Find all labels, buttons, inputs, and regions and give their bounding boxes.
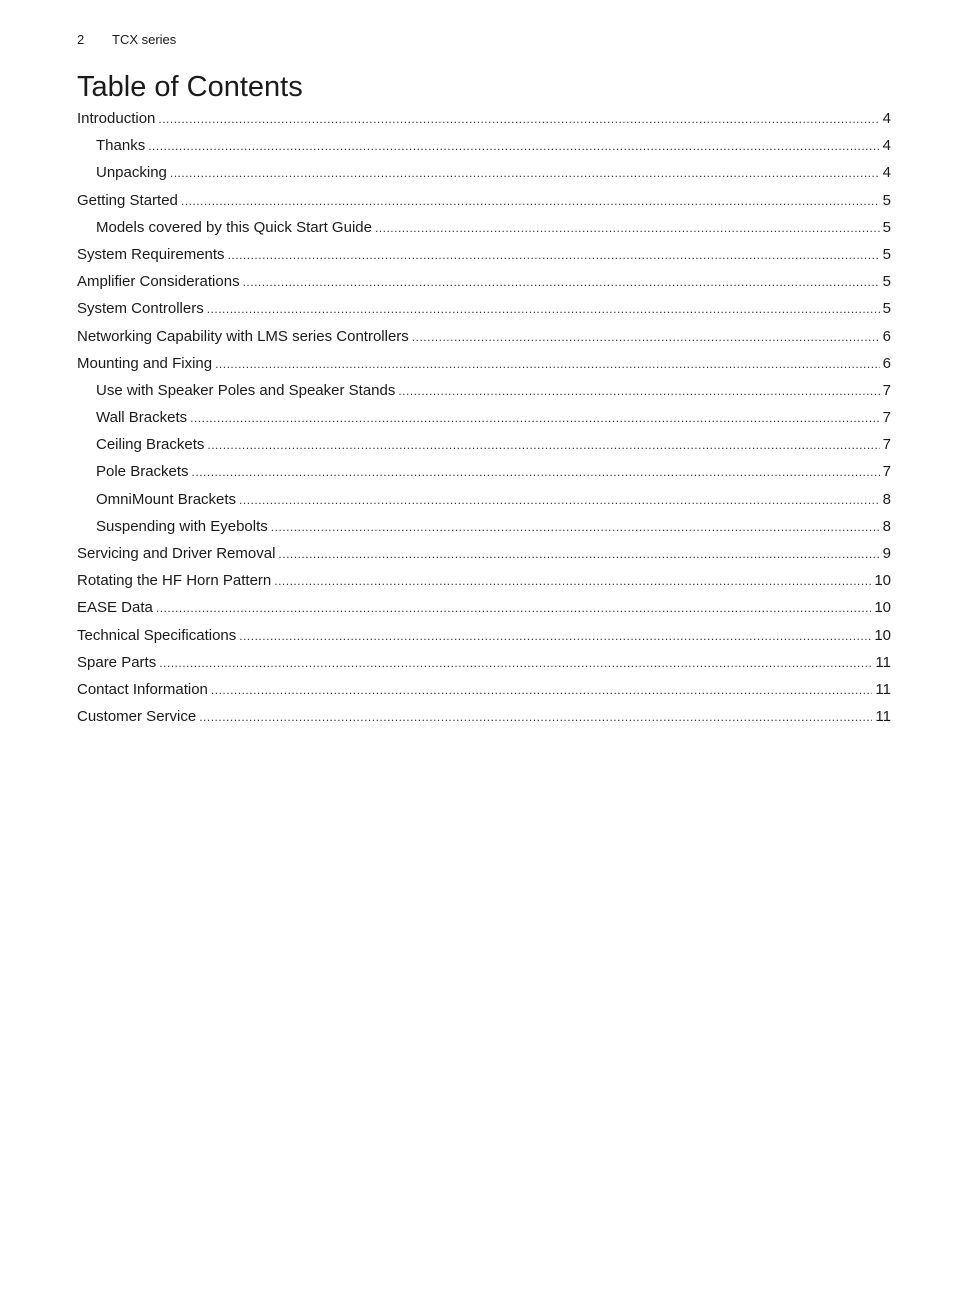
toc-entry-page: 5 (882, 273, 891, 291)
toc-entry[interactable] (77, 679, 891, 706)
toc-dot-leader (228, 244, 880, 266)
toc-entry[interactable] (77, 625, 891, 652)
toc-dot-leader (199, 706, 872, 728)
toc-entry-label: Thanks (96, 137, 146, 155)
toc-dot-leader (375, 217, 880, 239)
toc-entry[interactable] (77, 434, 891, 461)
toc-entry[interactable] (77, 217, 891, 244)
toc-list (77, 108, 891, 733)
toc-entry[interactable] (77, 706, 891, 733)
toc-entry[interactable] (77, 543, 891, 570)
toc-entry-page: 7 (882, 381, 891, 399)
toc-dot-leader (156, 597, 871, 619)
toc-entry-page: 6 (882, 354, 891, 372)
toc-entry-label: Use with Speaker Poles and Speaker Stands (96, 381, 396, 399)
toc-dot-leader (158, 108, 879, 130)
toc-entry-page: 7 (882, 409, 891, 427)
toc-entry[interactable] (77, 461, 891, 488)
toc-entry-page: 7 (882, 463, 891, 481)
toc-entry[interactable] (77, 135, 891, 162)
toc-entry-page: 10 (874, 599, 891, 617)
toc-dot-leader (398, 380, 879, 402)
toc-entry[interactable] (77, 489, 891, 516)
toc-entry-label: Servicing and Driver Removal (77, 545, 276, 562)
toc-entry-label: Pole Brackets (96, 463, 189, 481)
toc-dot-leader (271, 516, 880, 538)
toc-entry-page: 5 (882, 218, 891, 236)
toc-entry[interactable] (77, 326, 891, 353)
toc-entry[interactable] (77, 353, 891, 380)
toc-entry-page: 5 (882, 245, 891, 263)
toc-dot-leader (239, 489, 880, 511)
toc-entry[interactable] (77, 271, 891, 298)
header-product-name: TCX series (112, 32, 177, 47)
toc-entry[interactable] (77, 380, 891, 407)
toc-entry[interactable] (77, 244, 891, 271)
toc-dot-leader (412, 326, 880, 348)
toc-dot-leader (159, 652, 872, 674)
toc-dot-leader (278, 543, 879, 565)
toc-dot-leader (170, 162, 880, 184)
toc-entry[interactable] (77, 516, 891, 543)
toc-entry-label: Wall Brackets (96, 409, 188, 427)
toc-entry[interactable] (77, 407, 891, 434)
toc-entry-page: 11 (875, 653, 891, 671)
toc-entry-label: OmniMount Brackets (96, 490, 237, 508)
toc-dot-leader (181, 190, 880, 212)
toc-entry-label: System Controllers (77, 300, 204, 318)
toc-entry-page: 11 (875, 708, 891, 726)
toc-entry-label: Technical Specifications (77, 626, 237, 644)
header-page-number: 2 (77, 32, 85, 47)
toc-entry-label: Networking Capability with LMS series Controllers (77, 327, 409, 345)
toc-entry-label: Spare Parts (77, 653, 157, 671)
toc-entry-label: System Requirements (77, 245, 225, 263)
toc-entry-page: 6 (882, 327, 891, 345)
toc-entry-label: Contact Information (77, 680, 208, 698)
toc-entry[interactable] (77, 570, 891, 597)
toc-entry-page: 10 (874, 626, 891, 644)
toc-entry-page: 4 (882, 110, 891, 127)
toc-entry-page: 4 (882, 164, 891, 182)
toc-dot-leader (207, 298, 880, 320)
toc-dot-leader (274, 570, 871, 592)
toc-entry-label: Amplifier Considerations (77, 273, 240, 291)
toc-entry-page: 10 (874, 572, 891, 590)
toc-entry[interactable] (77, 652, 891, 679)
page-header (77, 31, 176, 49)
toc-entry-label: Suspending with Eyebolts (96, 517, 268, 535)
toc-entry[interactable] (77, 162, 891, 189)
toc-dot-leader (239, 625, 871, 647)
toc-entry-page: 7 (882, 436, 891, 454)
toc-entry-label: Introduction (77, 110, 156, 127)
toc-dot-leader (215, 353, 880, 375)
toc-entry[interactable] (77, 298, 891, 325)
toc-entry-page: 5 (882, 191, 891, 209)
toc-entry-page: 9 (882, 545, 891, 562)
toc-entry-page: 8 (882, 490, 891, 508)
toc-dot-leader (207, 434, 879, 456)
toc-entry-label: Customer Service (77, 708, 197, 726)
toc-entry-label: Rotating the HF Horn Pattern (77, 572, 272, 590)
toc-entry-label: Unpacking (96, 164, 167, 182)
toc-entry[interactable] (77, 190, 891, 217)
toc-dot-leader (190, 407, 880, 429)
toc-dot-leader (211, 679, 873, 701)
toc-entry-page: 11 (875, 680, 891, 698)
toc-entry-label: Mounting and Fixing (77, 354, 213, 372)
toc-entry-page: 8 (882, 517, 891, 535)
toc-dot-leader (148, 135, 879, 157)
toc-entry-label: Getting Started (77, 191, 178, 209)
toc-dot-leader (243, 271, 880, 293)
toc-entry-label: EASE Data (77, 599, 153, 617)
toc-entry-label: Ceiling Brackets (96, 436, 205, 454)
toc-entry-page: 4 (882, 137, 891, 155)
toc-entry-page: 5 (882, 300, 891, 318)
toc-title: Table of Contents (77, 71, 303, 103)
toc-dot-leader (192, 461, 880, 483)
toc-entry[interactable] (77, 108, 891, 135)
toc-entry-label: Models covered by this Quick Start Guide (96, 218, 372, 236)
toc-entry[interactable] (77, 597, 891, 624)
